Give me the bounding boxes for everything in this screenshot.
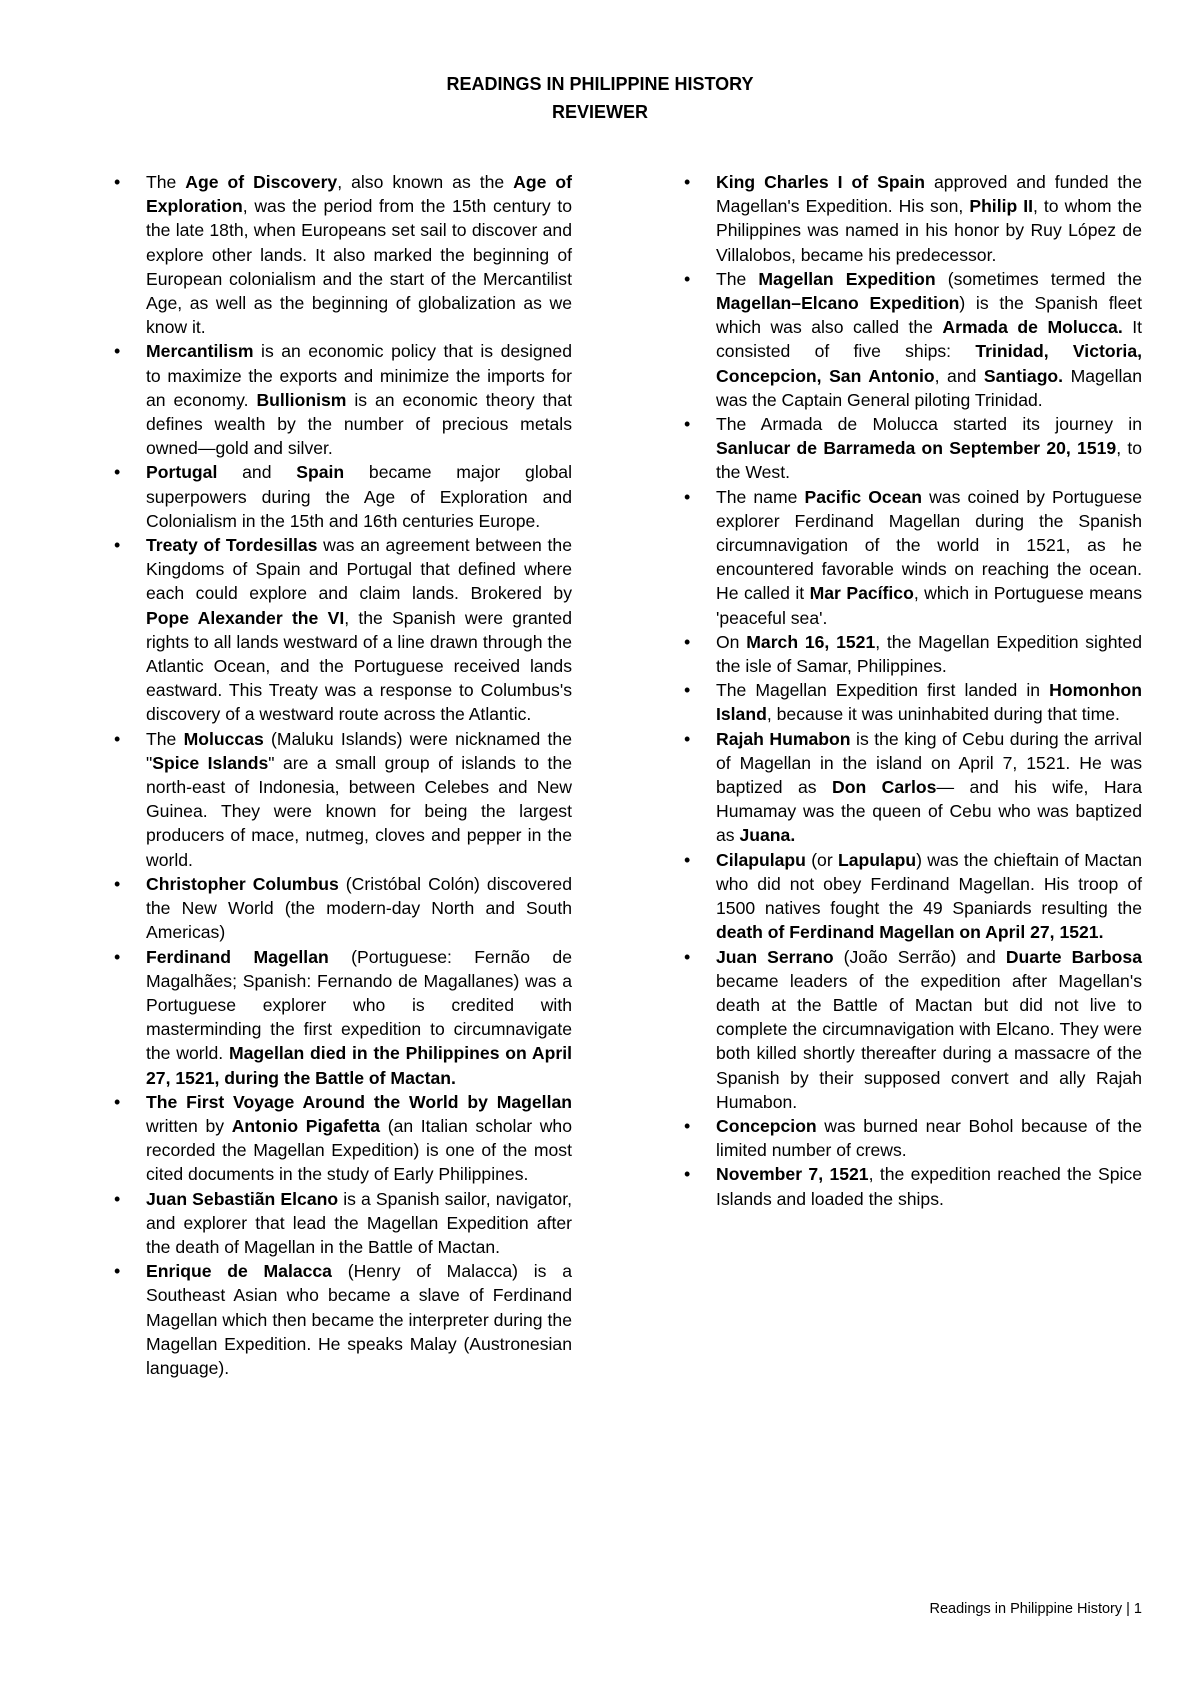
bold-term: King Charles I of Spain: [716, 172, 926, 192]
bullet-item: [112, 170, 572, 339]
bullet-item: [682, 170, 1142, 267]
bold-term: Cilapulapu: [716, 849, 806, 870]
bold-term: Christopher Columbus: [146, 873, 339, 894]
text-run: (an Italian scholar who recorded the Magellan Expedition) is one of the most cited documents in the study of Early Philippines.: [146, 1115, 572, 1185]
text-run: was burned near Bohol because of the limited number of crews.: [716, 1115, 1142, 1161]
right-column: [682, 170, 1142, 1380]
bold-term: Armada de Molucca.: [942, 317, 1123, 338]
bold-term: Juan Serrano: [716, 946, 834, 967]
text-run: (Maluku Islands) were nicknamed the ": [146, 728, 572, 773]
document-header: [0, 70, 1200, 126]
text-run: The Magellan Expedition first landed in: [716, 680, 1050, 701]
document-title: READINGS IN PHILIPPINE HISTORY: [446, 74, 754, 94]
bullet-item: [682, 1162, 1142, 1210]
bullet-item: [682, 1114, 1142, 1162]
text-run: , which in Portuguese means 'peaceful sea'.: [716, 583, 1142, 628]
text-run: ) was the chieftain of Mactan who did not obey Ferdinand Magellan. His troop of 1500 natives fought the 49 Spaniards resulting the: [716, 849, 1142, 919]
text-run: and: [217, 462, 297, 483]
bold-term: Don Carlos: [832, 777, 937, 798]
bold-term: Concepcion: [716, 1115, 817, 1136]
bold-term: Duarte Barbosa: [1005, 946, 1142, 967]
bullet-item: [112, 339, 572, 460]
text-run: approved and funded the Magellan's Expedition. His son,: [716, 172, 1142, 217]
bullet-item: [682, 267, 1142, 412]
bold-term: Age of Discovery: [185, 172, 338, 192]
bullet-item: [112, 533, 572, 727]
text-run: The name: [716, 486, 805, 507]
text-run: , was the period from the 15th century to the late 18th, when Europeans set sail to discover and explore other lands. It also marked the beginning of European colonialism and the start of the Mercantilist Age, as well as the beginning of globalization as we know it.: [146, 196, 572, 338]
bold-term: Age of Exploration: [146, 172, 572, 217]
text-run: The: [146, 728, 184, 749]
text-run: (Portuguese: Fernão de Magalhães; Spanish: Fernando de Magallanes) was a Portuguese explorer who is credited with masterminding the first expedition to circumnavigate the world.: [146, 946, 572, 1064]
bold-term: Lapulapu: [837, 849, 917, 870]
text-run: became leaders of the expedition after Magellan's death at the Battle of Mactan but did not live to complete the circumnavigation with Elcano. They were both killed shortly thereafter during a massacre of the Spanish by their supposed convert and ally Rajah Humabon.: [716, 970, 1142, 1112]
text-run: (Cristóbal Colón) discovered the New World (the modern-day North and South Americas): [146, 873, 573, 943]
bullet-item: [682, 848, 1142, 945]
bullet-item: [682, 630, 1142, 678]
bold-term: Mar Pacífico: [809, 583, 914, 604]
bold-term: Moluccas: [183, 728, 264, 749]
bullet-item: [682, 485, 1142, 630]
text-run: , because it was uninhabited during that time.: [766, 704, 1120, 725]
bold-term: March 16, 1521: [746, 631, 876, 652]
bold-term: Juan Sebastiãn Elcano: [146, 1188, 339, 1209]
bold-term: Portugal: [146, 462, 218, 483]
bold-term: Ferdinand Magellan: [146, 946, 329, 967]
bold-term: Pope Alexander the VI: [146, 607, 345, 628]
left-bullet-list: [112, 170, 572, 1380]
bullet-item: [682, 945, 1142, 1114]
text-run: — and his wife, Hara Humamay was the queen of Cebu who was baptized as: [716, 777, 1142, 846]
text-run: It consisted of five ships:: [716, 317, 1142, 362]
text-run: , to the West.: [716, 438, 1142, 483]
text-run: , the expedition reached the Spice Islands and loaded the ships.: [716, 1164, 1143, 1209]
bold-term: Spain: [296, 462, 345, 483]
page-footer: Readings in Philippine History | 1: [929, 1601, 1142, 1617]
bullet-item: [112, 1090, 572, 1187]
text-run: is a Spanish sailor, navigator, and explorer that lead the Magellan Expedition after the death of Magellan in the Battle of Mactan.: [146, 1188, 572, 1257]
document-subtitle: REVIEWER: [551, 102, 648, 122]
text-run: (sometimes termed the: [935, 268, 1142, 289]
bold-term: Rajah Humabon: [716, 728, 851, 749]
bold-term: Santiago.: [983, 365, 1064, 386]
text-run: ) is the Spanish fleet which was also called the: [716, 293, 1142, 338]
bold-term: Enrique de Malacca: [146, 1261, 332, 1282]
text-run: , and: [934, 365, 984, 386]
text-run: On: [716, 631, 747, 652]
text-run: , to whom the Philippines was named in his honor by Ruy López de Villalobos, became his predecessor.: [716, 196, 1142, 265]
bold-term: Pacific Ocean: [804, 486, 923, 507]
text-run: The Armada de Molucca started its journey in: [716, 414, 1142, 435]
text-run: was coined by Portuguese explorer Ferdinand Magellan during the Spanish circumnavigation of the world in 1521, as he encountered favorable winds on reaching the ocean. He called it: [716, 486, 1142, 604]
text-run: was an agreement between the Kingdoms of Spain and Portugal that defined where each could explore and claim lands. Brokered by: [146, 535, 572, 604]
bullet-item: [682, 727, 1142, 848]
bold-term: Philip II: [969, 196, 1034, 217]
two-column-body: [112, 170, 1142, 1380]
text-run: " are a small group of islands to the north-east of Indonesia, between Celebes and New Guinea. They were known for being the largest producers of mace, nutmeg, cloves and pepper in the world.: [146, 752, 573, 870]
text-run: (or: [805, 849, 838, 870]
right-bullet-list: [682, 170, 1142, 1211]
bold-term: Trinidad, Victoria, Concepcion, San Antonio: [716, 341, 1142, 386]
text-run: became major global superpowers during the Age of Exploration and Colonialism in the 15th and 16th centuries Europe.: [146, 462, 572, 531]
bullet-item: [682, 678, 1142, 726]
bullet-item: [112, 872, 572, 945]
bullet-item: [112, 460, 572, 533]
text-run: (Henry of Malacca) is a Southeast Asian who became a slave of Ferdinand Magellan which then became the interpreter during the Magellan Expedition. He speaks Malay (Austronesian language).: [146, 1261, 573, 1378]
text-run: , the Magellan Expedition sighted the isle of Samar, Philippines.: [716, 631, 1142, 677]
bold-term: Treaty of Tordesillas: [146, 535, 318, 556]
bold-term: Bullionism: [256, 389, 347, 410]
text-run: Magellan was the Captain General piloting Trinidad.: [716, 365, 1142, 410]
bold-term: Spice Islands: [152, 752, 269, 773]
bold-term: Mercantilism: [146, 341, 254, 362]
left-column: [112, 170, 572, 1380]
text-run: is an economic policy that is designed to maximize the exports and minimize the imports for an economy.: [146, 341, 572, 410]
bold-term: Sanlucar de Barrameda on September 20, 1519: [716, 438, 1117, 459]
bold-term: November 7, 1521: [716, 1164, 869, 1185]
bold-term: death of Ferdinand Magellan on April 27, 1521.: [716, 922, 1104, 943]
bold-term: Antonio Pigafetta: [231, 1115, 381, 1136]
bullet-item: [682, 412, 1142, 485]
text-run: The: [146, 172, 186, 192]
bold-term: Magellan Expedition: [758, 268, 936, 289]
bold-term: Magellan–Elcano Expedition: [716, 293, 960, 314]
text-run: The: [716, 268, 759, 289]
bullet-item: [112, 727, 572, 872]
text-run: is the king of Cebu during the arrival of Magellan in the island on April 7, 1521. He was baptized as: [716, 728, 1143, 798]
bold-term: Homonhon Island: [716, 680, 1142, 725]
bullet-item: [112, 1259, 572, 1380]
bold-term: Magellan died in the Philippines on April 27, 1521, during the Battle of Mactan.: [146, 1043, 572, 1088]
bullet-item: [112, 1187, 572, 1260]
text-run: (João Serrão) and: [833, 946, 1006, 967]
bold-term: The First Voyage Around the World by Magellan: [146, 1091, 572, 1112]
bold-term: Juana.: [739, 825, 796, 846]
bullet-item: [112, 945, 572, 1090]
text-run: , also known as the: [337, 172, 514, 192]
text-run: written by: [146, 1115, 232, 1136]
text-run: , the Spanish were granted rights to all lands westward of a line drawn through the Atlantic Ocean, and the Portuguese received lands eastward. This Treaty was a response to Columbus's discovery of a westward route across the Atlantic.: [146, 607, 572, 725]
text-run: is an economic theory that defines wealth by the number of precious metals owned—gold and silver.: [146, 389, 572, 459]
